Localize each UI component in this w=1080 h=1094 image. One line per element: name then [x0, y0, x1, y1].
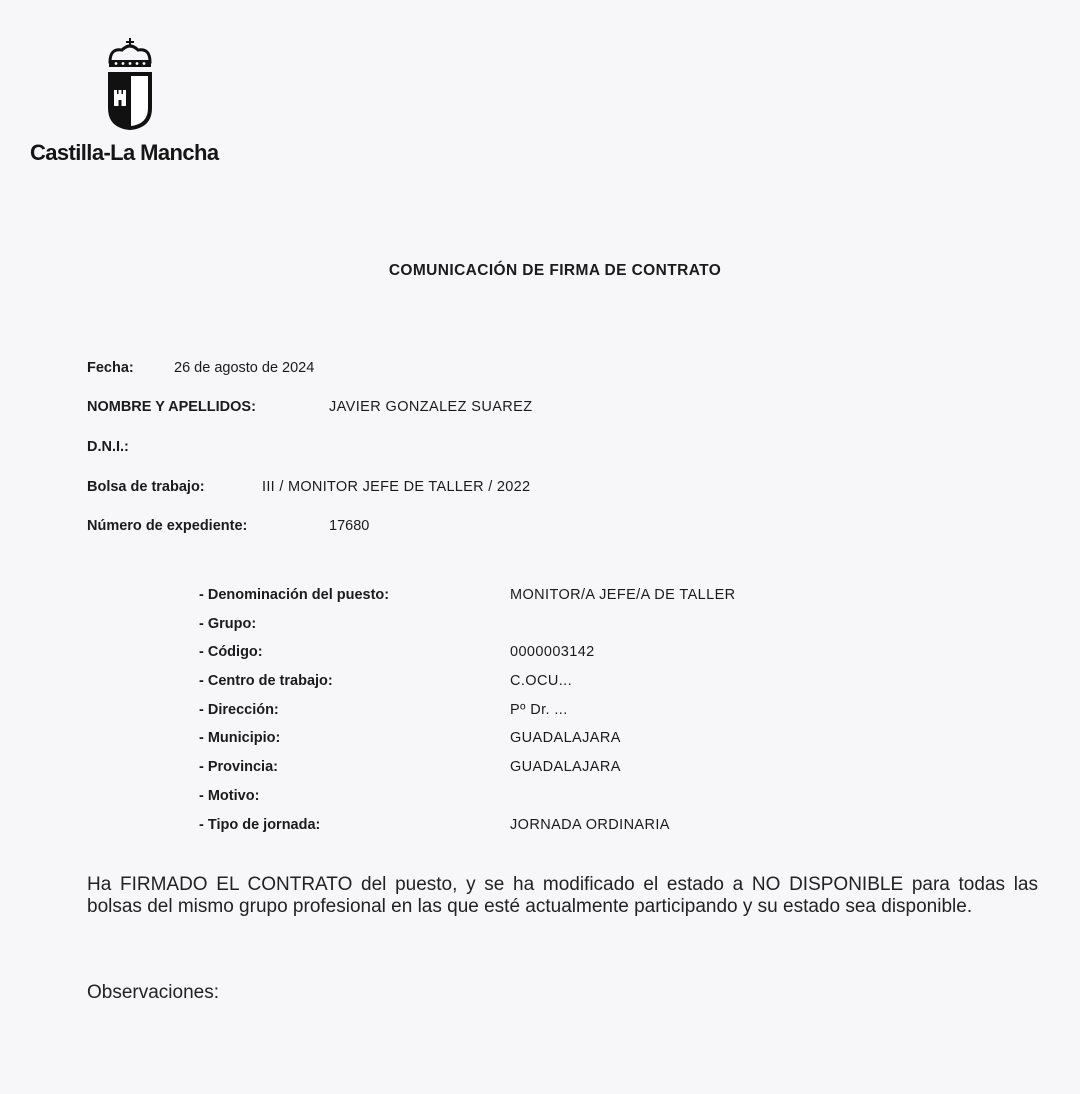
detail-row-centro — [199, 673, 899, 702]
field-label: NOMBRE Y APELLIDOS: — [87, 399, 256, 415]
detail-row-municipio — [199, 730, 899, 759]
field-value: 17680 — [329, 518, 370, 534]
field-label: Fecha: — [87, 360, 134, 376]
field-value: 26 de agosto de 2024 — [174, 360, 315, 376]
detail-value: JORNADA ORDINARIA — [510, 816, 670, 833]
detail-value: C.OCU... — [510, 673, 573, 690]
detail-value: Pº Dr. ... — [510, 701, 568, 718]
field-label: Bolsa de trabajo: — [87, 479, 205, 495]
detail-label: - Grupo: — [199, 615, 257, 632]
detail-label: - Denominación del puesto: — [199, 587, 390, 603]
field-value: JAVIER GONZALEZ SUAREZ — [329, 399, 533, 415]
detail-row-provincia — [199, 759, 899, 788]
body-text: Ha FIRMADO EL CONTRATO del puesto, y se ha modificado el estado a NO DISPONIBLE para todas las bolsas del mismo grupo profesional en las que esté actualmente participando y su estado sea disponible. — [87, 874, 1038, 917]
detail-label: - Municipio: — [199, 730, 281, 747]
logo-text: Castilla-La Mancha — [30, 140, 219, 165]
detail-label: - Dirección: — [199, 701, 279, 718]
document-title: COMUNICACIÓN DE FIRMA DE CONTRATO — [388, 262, 722, 279]
detail-value: MONITOR/A JEFE/A DE TALLER — [510, 587, 736, 603]
job-details — [199, 587, 899, 845]
detail-label: - Centro de trabajo: — [199, 673, 333, 690]
detail-row-grupo — [199, 616, 899, 645]
field-value: III / MONITOR JEFE DE TALLER / 2022 — [262, 479, 531, 495]
detail-row-direccion — [199, 702, 899, 731]
detail-label: - Tipo de jornada: — [199, 816, 321, 833]
detail-label: - Provincia: — [199, 759, 278, 776]
field-label: Número de expediente: — [87, 518, 248, 534]
detail-row-codigo — [199, 644, 899, 673]
coat-of-arms-icon — [102, 36, 158, 132]
detail-row-jornada — [199, 817, 899, 846]
detail-label: - Código: — [199, 644, 263, 661]
detail-value: GUADALAJARA — [510, 730, 621, 747]
detail-row-motivo — [199, 788, 899, 817]
detail-row-denominacion — [199, 587, 899, 616]
castilla-la-mancha-logo — [30, 36, 240, 176]
detail-value: GUADALAJARA — [510, 759, 621, 776]
field-label: D.N.I.: — [87, 439, 129, 455]
observations-label: Observaciones: — [87, 982, 220, 1003]
detail-value: 0000003142 — [510, 644, 595, 661]
detail-label: - Motivo: — [199, 787, 260, 804]
